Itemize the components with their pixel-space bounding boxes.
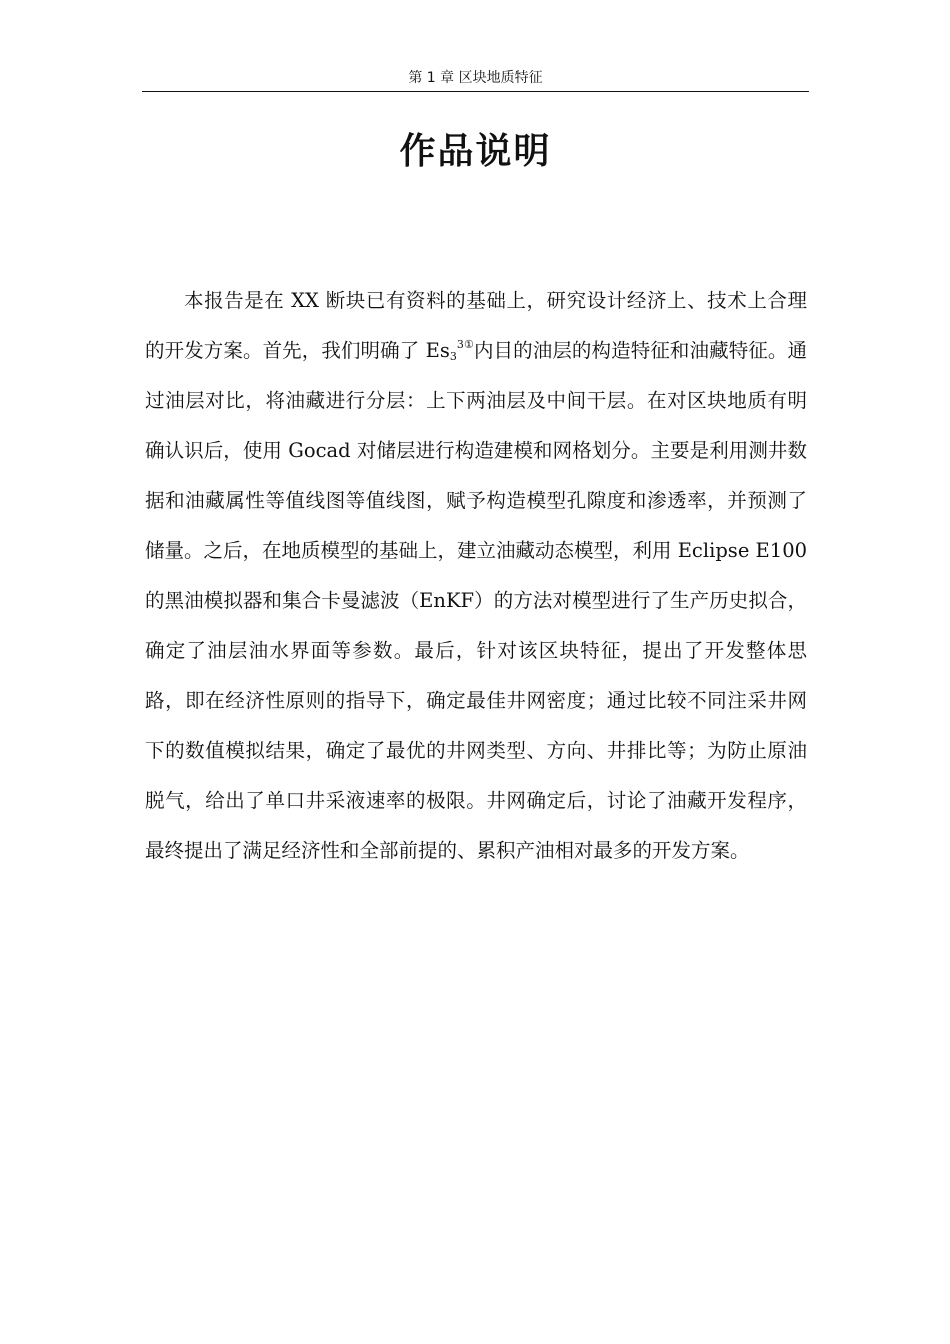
page-title: 作品说明 xyxy=(399,131,552,172)
footnote-marker: 3① xyxy=(456,338,474,351)
header-rule xyxy=(142,91,809,92)
formation-subscript: 3 xyxy=(449,350,457,363)
body-text-part-1: 本报告是在 XX 断块已有资料的基础上，研究设计经济上、技术上合理的开发方案。首先，我们明确了 Es xyxy=(145,289,807,362)
body-paragraph xyxy=(145,276,807,876)
running-header: 第 1 章 区块地质特征 xyxy=(408,70,543,86)
body-text-part-2: 内目的油层的构造特征和油藏特征。通过油层对比，将油藏进行分层：上下两油层及中间干层。在对区块地质有明确认识后，使用 Gocad 对储层进行构造建模和网格划分。主要是利用测井数据和油藏属性等值线图等值线图，赋予构造模型孔隙度和渗透率，并预测了储量。之后，在地质模型的基础上，建立油藏动态模型，利用 Eclipse E100 的黑油模拟器和集合卡曼滤波（EnKF）的方法对模型进行了生产历史拟合，确定了油层油水界面等参数。最后，针对该区块特征，提出了开发整体思路，即在经济性原则的指导下，确定最佳井网密度；通过比较不同注采井网下的数值模拟结果，确定了最优的井网类型、方向、井排比等；为防止原油脱气，给出了单口井采液速率的极限。井网确定后，讨论了油藏开发程序，最终提出了满足经济性和全部前提的、累积产油相对最多的开发方案。 xyxy=(145,339,808,862)
